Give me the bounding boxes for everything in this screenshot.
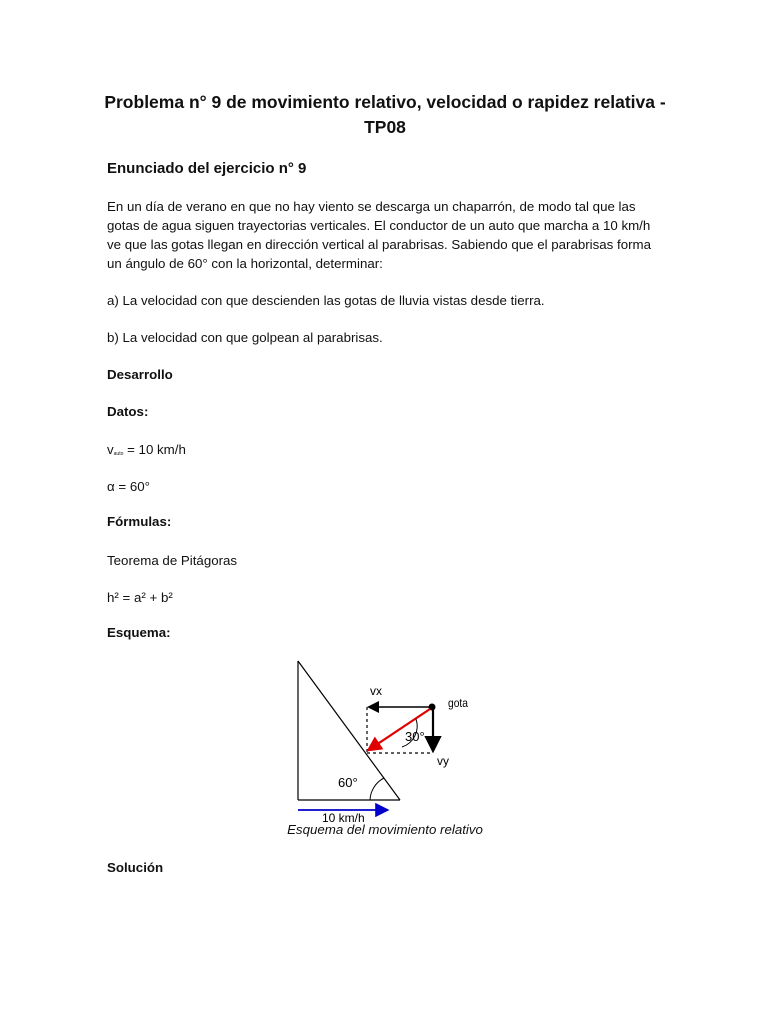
angle-60-arc (370, 778, 384, 800)
formula-name: Teorema de Pitágoras (107, 553, 238, 568)
part-b-text: b) La velocidad con que golpean al parabrisas. (107, 330, 383, 345)
velocity-subscript: auto (113, 451, 124, 457)
angle-30-label: 30° (405, 729, 425, 744)
vx-label: vx (370, 684, 382, 698)
formula-expression: h² = a² + b² (107, 590, 173, 605)
vy-label: vy (437, 754, 449, 768)
desarrollo-heading: Desarrollo (107, 367, 173, 382)
statement-paragraph: En un día de verano en que no hay viento se descarga un chaparrón, de modo tal que las gotas de agua siguen trayectorias verticales. El conductor de un auto que marcha a 10 km/h ve que las gotas llegan en dirección vertical al parabrisas. Sabiendo que el parabrisas forma un ángulo de 60° con la horizontal, determinar: (107, 199, 652, 271)
page-title: Problema n° 9 de movimiento relativo, velocidad o rapidez relativa - TP08 (104, 92, 666, 137)
datos-heading: Datos: (107, 404, 149, 419)
car-speed-label: 10 km/h (322, 811, 365, 825)
relative-motion-diagram (290, 655, 475, 825)
formulas-heading: Fórmulas: (107, 514, 172, 529)
esquema-heading: Esquema: (107, 625, 171, 640)
velocity-symbol: v (107, 442, 114, 457)
angle-60-label: 60° (338, 775, 358, 790)
figure-caption: Esquema del movimiento relativo (287, 822, 483, 837)
dato-velocity (107, 440, 667, 463)
solucion-heading: Solución (107, 860, 164, 875)
velocity-value: = 10 km/h (123, 442, 186, 457)
statement-heading: Enunciado del ejercicio n° 9 (107, 160, 307, 177)
dato-angle: α = 60° (107, 479, 150, 494)
part-a-text: a) La velocidad con que descienden las gotas de lluvia vistas desde tierra. (107, 293, 545, 308)
drop-label: gota (448, 696, 469, 710)
